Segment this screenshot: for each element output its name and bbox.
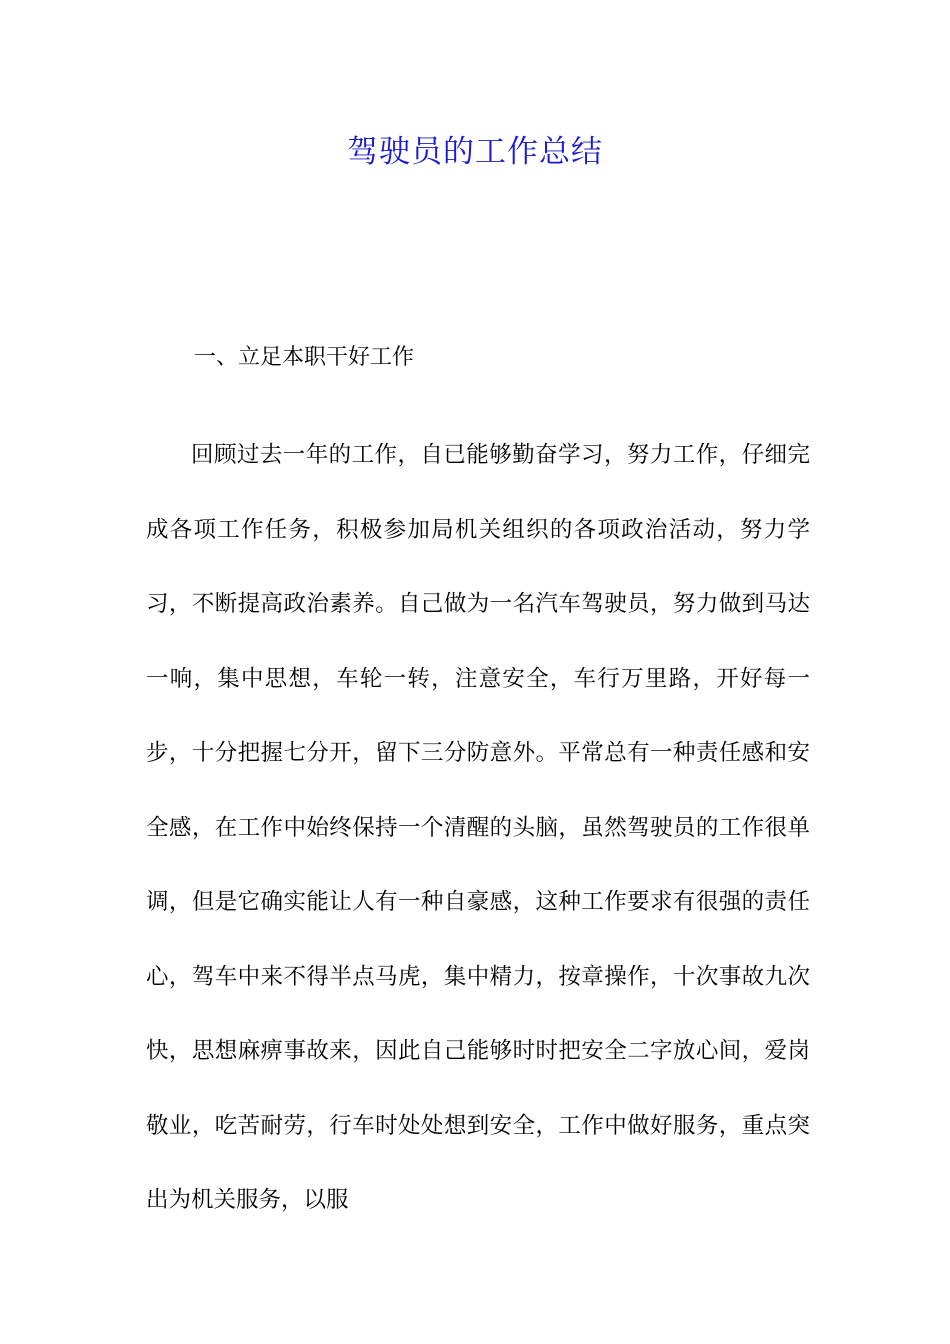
body-paragraph: 回顾过去一年的工作，自已能够勤奋学习，努力工作，仔细完成各项工作任务，积极参加局机关组织的各项政治活动，努力学习，不断提高政治素养。自己做为一名汽车驾驶员，努力做到马达一响，集中思想，车轮一转，注意安全，车行万里路，开好每一步，十分把握七分开，留下三分防意外。平常总有一种责任感和安全感，在工作中始终保持一个清醒的头脑，虽然驾驶员的工作很单调，但是它确实能让人有一种自豪感，这种工作要求有很强的责任心，驾车中来不得半点马虎，集中精力，按章操作，十次事故九次快，思想麻痹事故来，因此自己能够时时把安全二字放心间，爱岗敬业，吃苦耐劳，行车时处处想到安全，工作中做好服务，重点突出为机关服务，以服 [146, 442, 810, 1213]
document-title: 驾驶员的工作总结 [347, 134, 603, 170]
section-heading: 一、立足本职干好工作 [194, 345, 415, 370]
